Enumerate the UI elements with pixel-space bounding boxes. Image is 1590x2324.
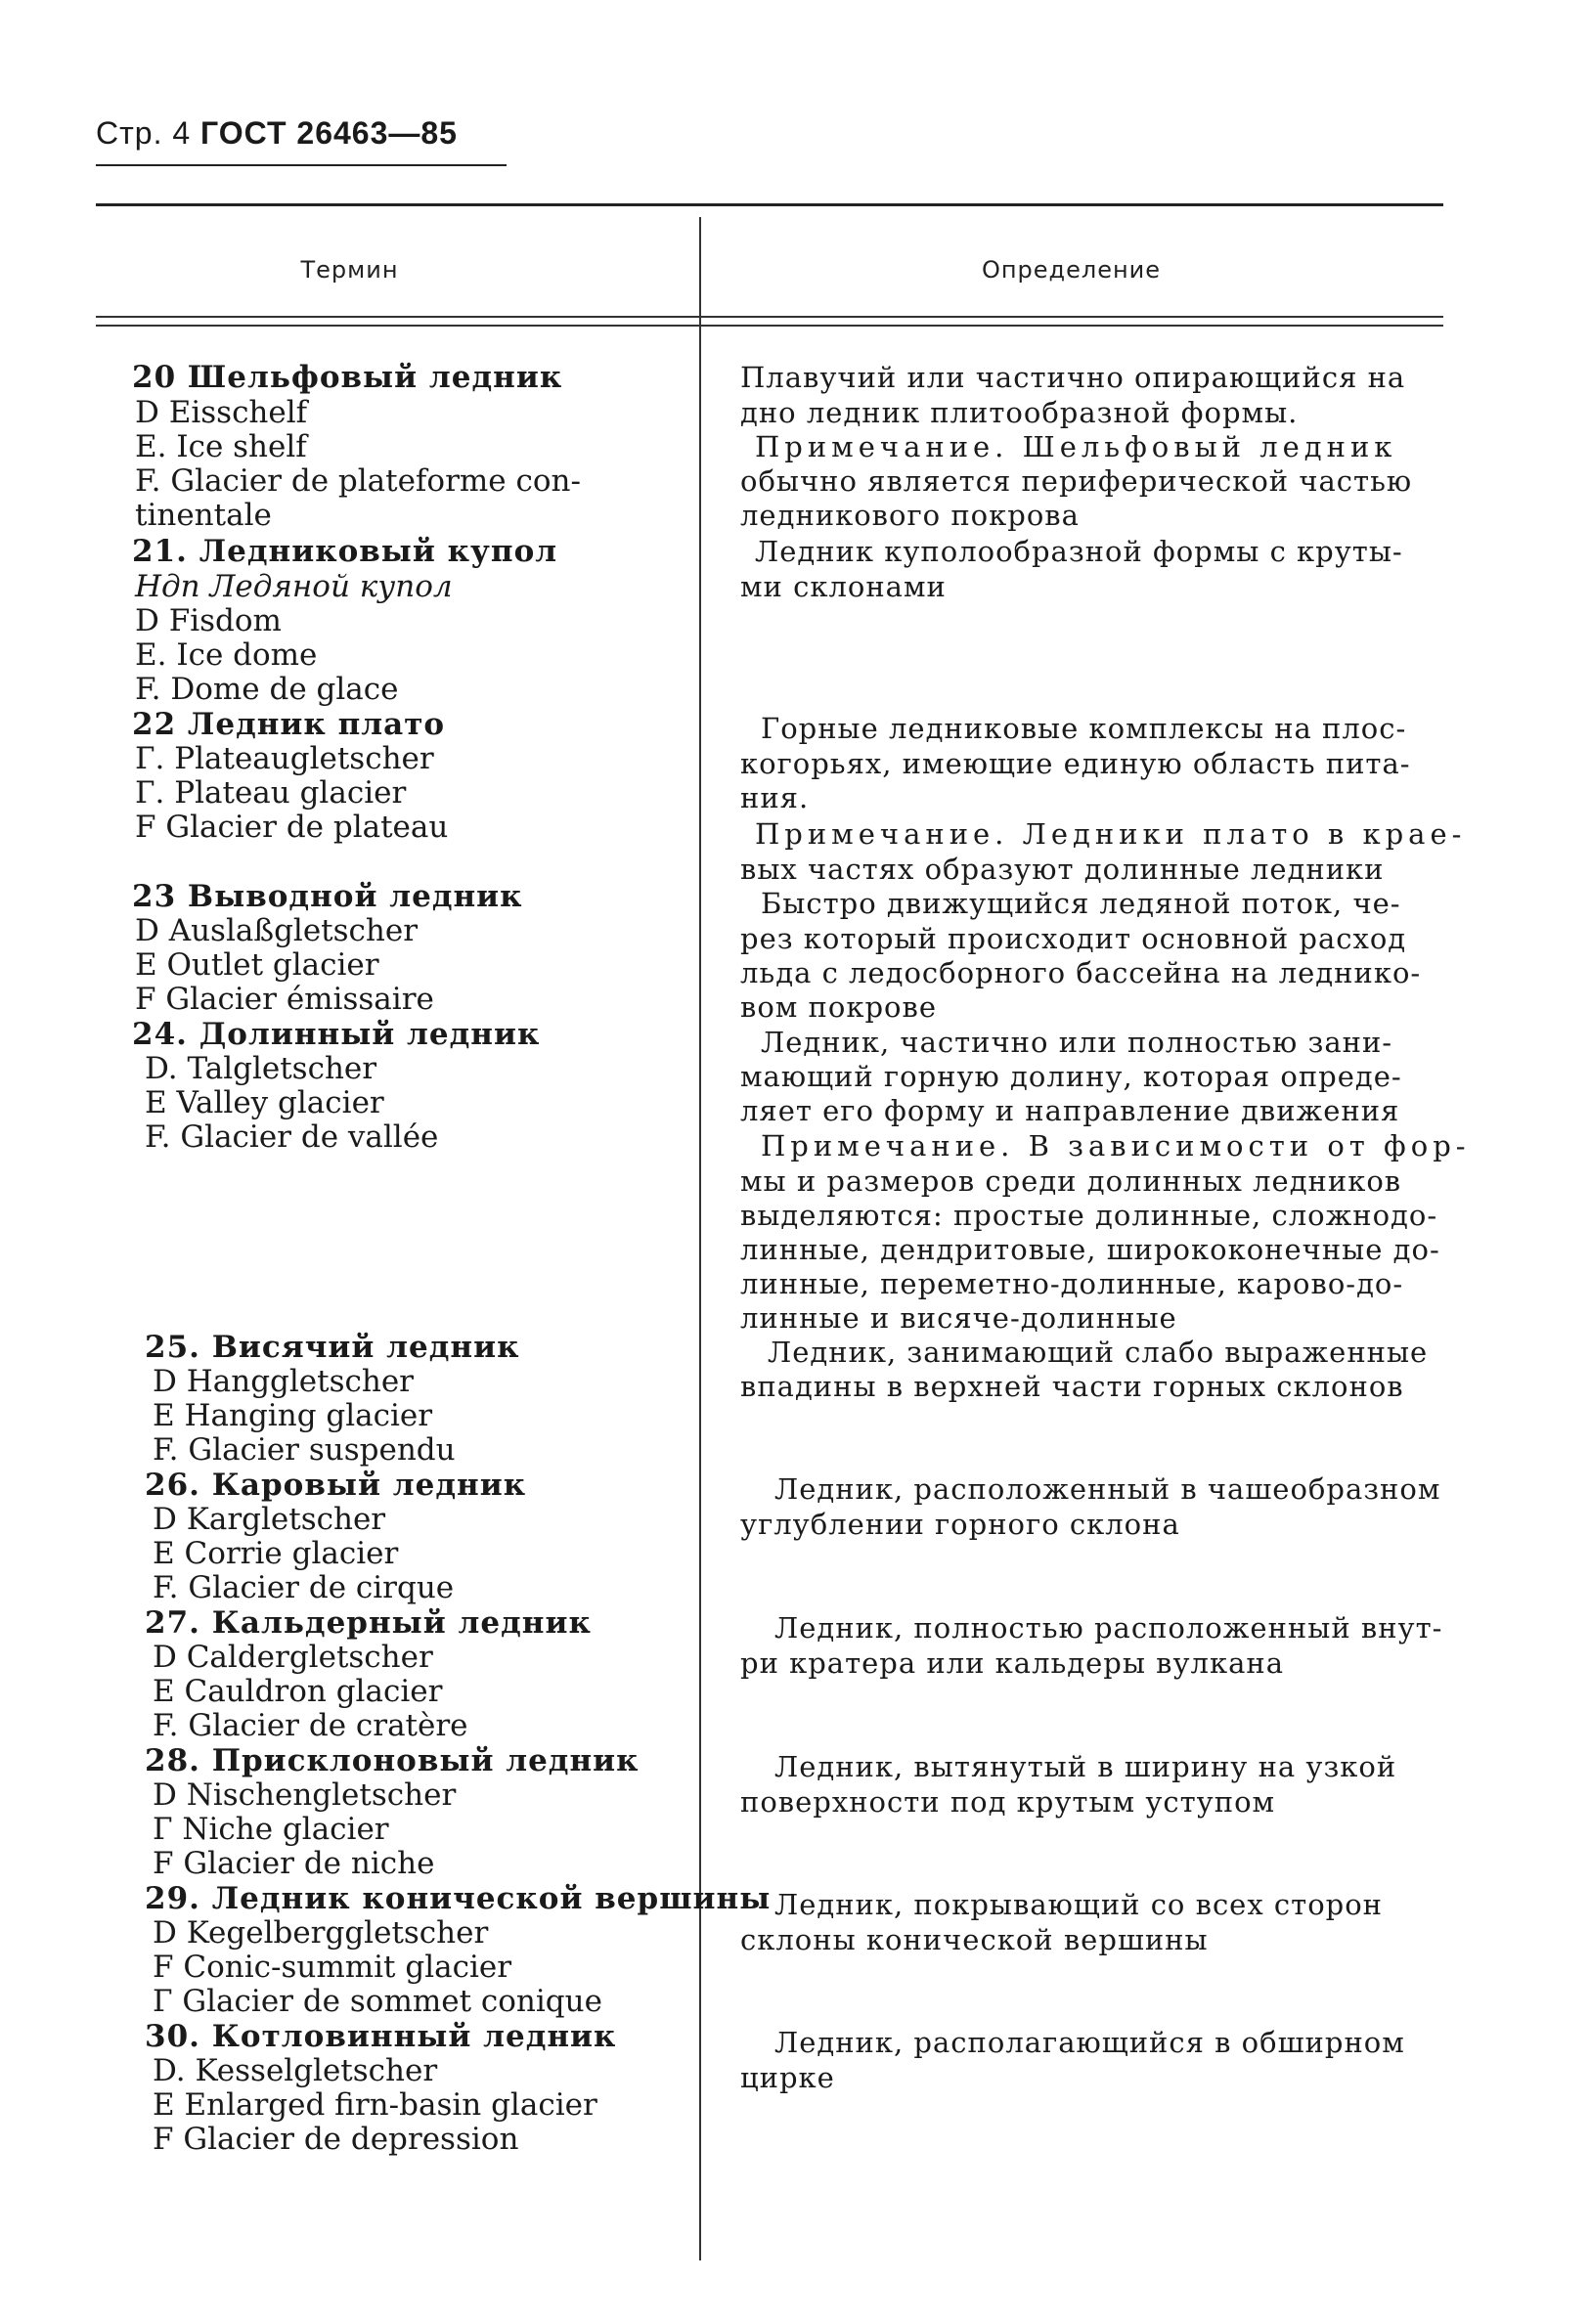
definition-line: Горные ледниковые комплексы на плос- (761, 712, 1407, 745)
term-translation-de: D Fisdom (135, 603, 282, 638)
term-translation-en: Г. Plateau glacier (135, 775, 407, 811)
term-title: 28. Присклоновый ледник (145, 1743, 640, 1778)
term-translation-de: D. Talgletscher (145, 1051, 377, 1086)
term-translation-fr: F. Glacier de cratère (153, 1708, 468, 1743)
term-translation-de: D Eisschelf (135, 395, 308, 430)
term-title: 24. Долинный ледник (132, 1017, 541, 1052)
term-translation-en: E Cauldron glacier (153, 1674, 443, 1709)
term-translation-fr: F. Glacier suspendu (153, 1432, 456, 1468)
term-translation-fr: F. Glacier de cirque (153, 1570, 455, 1605)
definition-line: линные, переметно-долинные, карово-до- (740, 1267, 1404, 1300)
column-header-definition: Определение (981, 256, 1162, 284)
definition-line: впадины в верхней части горных склонов (740, 1370, 1404, 1403)
definition-note: Примечание. Шельфовый ледник (755, 430, 1397, 463)
definition-line: Ледник, вытянутый в ширину на узкой (774, 1750, 1397, 1783)
definition-note: Примечание. В зависимости от фор- (761, 1129, 1471, 1162)
term-translation-en: E Valley glacier (145, 1085, 384, 1120)
definition-line: ляет его форму и направление движения (740, 1094, 1400, 1127)
term-translation-en: E Hanging glacier (153, 1398, 433, 1433)
term-title: 25. Висячий ледник (145, 1330, 520, 1365)
definition-line: ледникового покрова (740, 499, 1080, 532)
definition-line: Ледник, покрывающий со всех сторон (774, 1888, 1384, 1921)
definition-line: ния. (740, 781, 810, 814)
definition-line: склоны конической вершины (740, 1923, 1209, 1956)
definition-line: вом покрове (740, 990, 937, 1024)
term-translation-fr: F. Glacier de plateforme con- (135, 463, 581, 499)
term-translation-fr: F Glacier de depression (153, 2122, 519, 2157)
term-translation-en: E. Ice shelf (135, 429, 307, 464)
term-title: 27. Кальдерный ледник (145, 1605, 592, 1641)
term-translation-fr-cont: tinentale (135, 498, 272, 533)
term-translation-de: Г. Plateaugletscher (135, 741, 434, 776)
term-translation-de: D. Kesselgletscher (153, 2053, 438, 2088)
definition-line: обычно является периферической частью (740, 464, 1413, 498)
term-translation-fr: F. Glacier de vallée (145, 1119, 439, 1155)
term-translation-en: E. Ice dome (135, 637, 318, 673)
term-translation-de: D Kegelberggletscher (153, 1915, 489, 1951)
definition-note: Примечание. Ледники плато в крае- (755, 817, 1467, 851)
document-code: ГОСТ 26463—85 (200, 115, 458, 151)
definition-line: выделяются: простые долинные, сложнодо- (740, 1199, 1438, 1232)
term-title: 29. Ледник конической вершины (145, 1881, 772, 1916)
term-translation-fr: Г Glacier de sommet conique (153, 1984, 602, 2019)
term-translation-en: Г Niche glacier (153, 1812, 389, 1847)
term-translation-de: D Kargletscher (153, 1502, 386, 1537)
term-translation-en: F Conic-summit glacier (153, 1950, 512, 1985)
definition-line: мающий горную долину, которая опреде- (740, 1060, 1402, 1093)
term-title: 20 Шельфовый ледник (132, 360, 563, 395)
definition-line: ми склонами (740, 570, 947, 603)
definition-line: линные и висяче-долинные (740, 1301, 1177, 1335)
term-title: 22 Ледник плато (132, 707, 446, 742)
term-translation-fr: F. Dome de glace (135, 672, 399, 707)
term-translation-fr: F Glacier de plateau (135, 810, 449, 845)
term-translation-fr: F Glacier émissaire (135, 982, 434, 1017)
term-translation-de: D Hanggletscher (153, 1364, 414, 1399)
term-title: 26. Каровый ледник (145, 1468, 527, 1503)
term-not-allowed: Ндп Ледяной купол (135, 569, 453, 604)
term-title: 30. Котловинный ледник (145, 2019, 617, 2054)
term-translation-de: D Caldergletscher (153, 1640, 433, 1675)
term-title: 21. Ледниковый купол (132, 534, 558, 569)
definition-line: вых частях образуют долинные ледники (740, 853, 1385, 886)
page-number: Стр. 4 (96, 115, 192, 151)
definition-line: Ледник, частично или полностью зани- (761, 1026, 1393, 1059)
definition-line: мы и размеров среди долинных ледников (740, 1164, 1402, 1198)
definition-line: Ледник, расположенный в чашеобразном (774, 1472, 1441, 1506)
definition-line: Ледник, занимающий слабо выраженные (768, 1336, 1429, 1369)
definition-line: линные, дендритовые, ширококонечные до- (740, 1233, 1440, 1266)
term-translation-fr: F Glacier de niche (153, 1846, 435, 1881)
term-translation-en: E Corrie glacier (153, 1536, 399, 1571)
definition-line: Ледник куполообразной формы с круты- (755, 535, 1403, 568)
definition-line: когорьях, имеющие единую область пита- (740, 747, 1411, 780)
column-header-term: Термин (300, 256, 399, 284)
table-head-rule-2 (96, 325, 1443, 327)
definition-line: дно ледник плитообразной формы. (740, 396, 1299, 429)
definition-line: Быстро движущийся ледяной поток, че- (761, 887, 1401, 920)
term-translation-de: D Nischengletscher (153, 1777, 457, 1813)
definition-line: цирке (740, 2061, 835, 2094)
table-top-rule (96, 203, 1443, 206)
definition-line: углублении горного склона (740, 1508, 1180, 1541)
header-rule (96, 164, 507, 166)
table-head-rule (96, 316, 1443, 318)
term-translation-en: E Enlarged firn-basin glacier (153, 2087, 597, 2123)
term-title: 23 Выводной ледник (132, 879, 523, 914)
column-divider (699, 217, 701, 2260)
page-header (96, 115, 458, 152)
definition-line: льда с ледосборного бассейна на леднико- (740, 956, 1422, 989)
definition-line: рез который происходит основной расход (740, 922, 1407, 955)
term-translation-de: D Auslaßgletscher (135, 913, 419, 948)
definition-line: Ледник, располагающийся в обширном (774, 2026, 1405, 2059)
definition-line: Ледник, полностью расположенный внут- (774, 1611, 1443, 1644)
definition-line: ри кратера или кальдеры вулкана (740, 1646, 1285, 1680)
term-translation-en: E Outlet glacier (135, 947, 379, 983)
definition-line: поверхности под крутым уступом (740, 1785, 1276, 1819)
definition-line: Плавучий или частично опирающийся на (740, 361, 1406, 394)
